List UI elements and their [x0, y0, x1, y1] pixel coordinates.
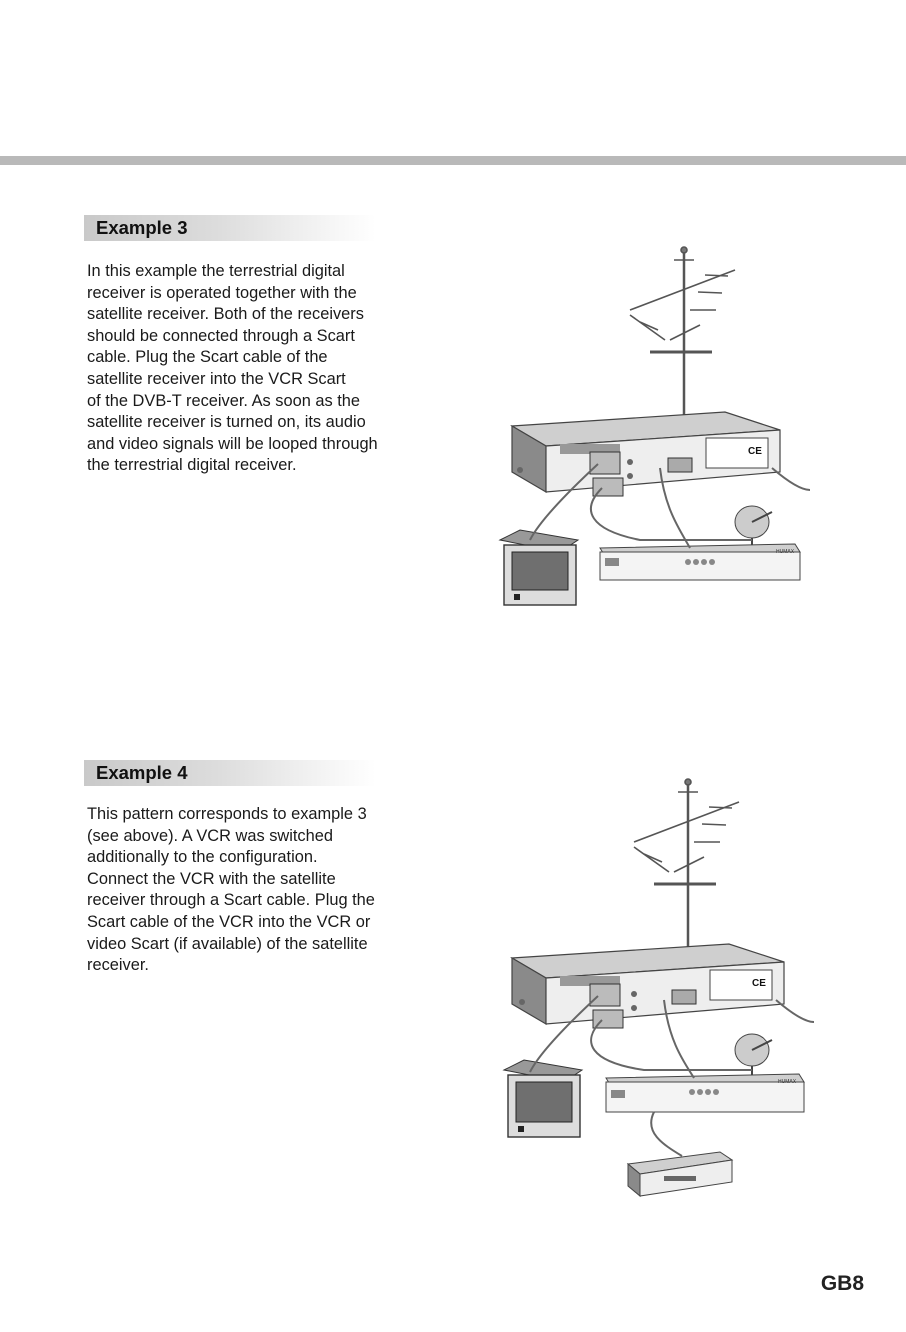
- dvbt-receiver-icon: [512, 412, 780, 496]
- text-line: additionally to the configuration.: [87, 848, 318, 867]
- receiver-brand-label: HUMAX: [776, 549, 795, 555]
- text-line: cable. Plug the Scart cable of the: [87, 348, 328, 367]
- svg-text:CE: CE: [752, 978, 766, 989]
- text-line: satellite receiver. Both of the receivers: [87, 305, 364, 324]
- vcr-icon: [628, 1152, 732, 1196]
- example-3-text: [87, 261, 427, 477]
- text-line: receiver through a Scart cable. Plug the: [87, 891, 375, 910]
- text-line: In this example the terrestrial digital: [87, 262, 345, 280]
- text-line: video Scart (if available) of the satellite: [87, 934, 368, 953]
- dvbt-receiver-icon: [512, 944, 784, 1028]
- svg-text:CE: CE: [748, 446, 762, 457]
- text-line: Scart cable of the VCR into the VCR or: [87, 912, 371, 931]
- satellite-dish-icon: [735, 506, 772, 548]
- text-line: This pattern corresponds to example 3: [87, 805, 367, 823]
- receiver-brand-label: HUMAX: [778, 1079, 797, 1085]
- satellite-receiver-icon: [606, 1074, 804, 1112]
- text-line: (see above). A VCR was switched: [87, 826, 333, 845]
- satellite-receiver-icon: [600, 544, 800, 580]
- satellite-dish-icon: [735, 1034, 772, 1078]
- text-line: receiver is operated together with the: [87, 283, 357, 302]
- example-4-text: [87, 804, 427, 977]
- example-4-heading: Example 4: [84, 760, 376, 786]
- example-4-diagram: [494, 772, 824, 1202]
- text-line: satellite receiver is turned on, its audio: [87, 413, 366, 432]
- text-line: and video signals will be looped through: [87, 434, 378, 453]
- text-line: Connect the VCR with the satellite: [87, 869, 336, 888]
- text-line: receiver.: [87, 956, 149, 975]
- page-number: GB8: [820, 1272, 864, 1295]
- tv-icon: [500, 530, 578, 605]
- example-3-diagram: [490, 240, 820, 610]
- tv-icon: [504, 1060, 582, 1137]
- text-line: the terrestrial digital receiver.: [87, 456, 297, 475]
- text-line: should be connected through a Scart: [87, 326, 355, 345]
- top-rule: [0, 156, 906, 165]
- text-line: satellite receiver into the VCR Scart: [87, 369, 346, 388]
- example-3-heading: Example 3: [84, 215, 376, 241]
- text-line: of the DVB-T receiver. As soon as the: [87, 391, 361, 410]
